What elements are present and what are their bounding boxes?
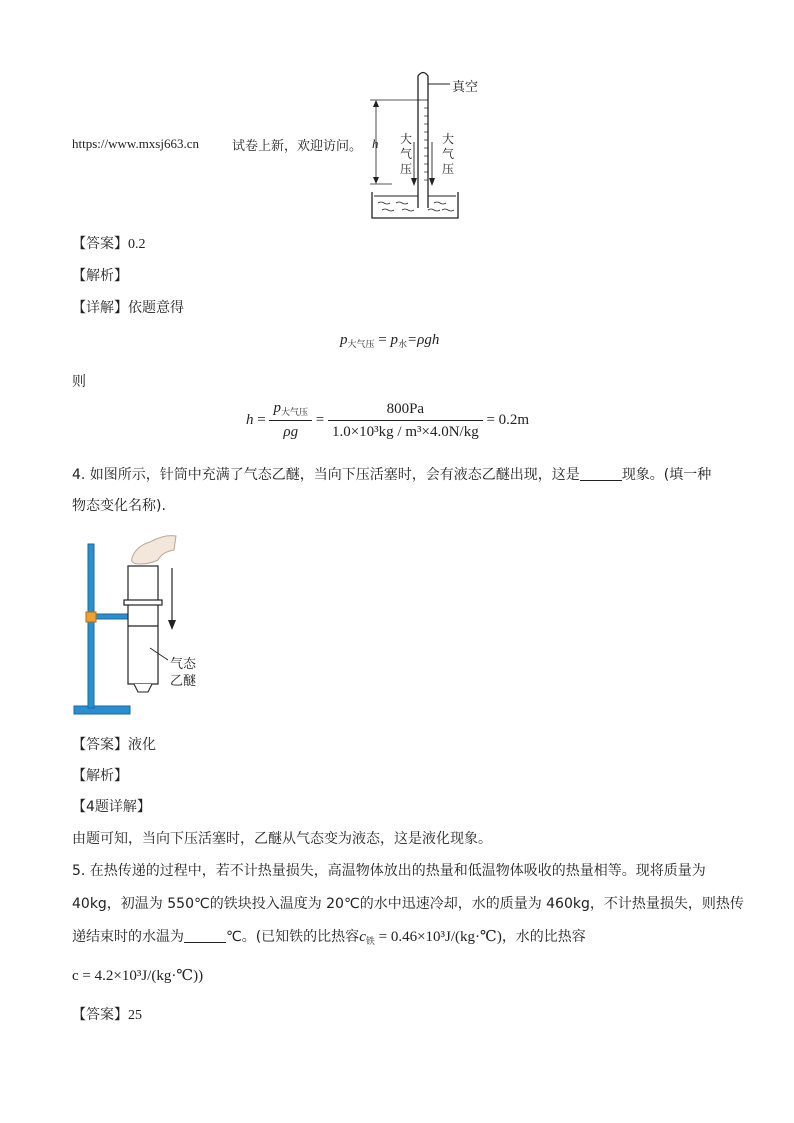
- answer-label: 【答案】: [72, 737, 128, 753]
- answer-value: 液化: [128, 737, 156, 753]
- answer-label: 【答案】: [72, 236, 128, 252]
- answer-blank[interactable]: [580, 466, 622, 481]
- answer-value: 25: [128, 1008, 142, 1023]
- q4-detail-text: 由题可知，当向下压活塞时，乙醚从气态变为液态，这是液化现象。: [72, 831, 492, 847]
- q4-answer: [72, 734, 156, 754]
- syringe-figure: [70, 528, 220, 720]
- height-label: h: [372, 136, 379, 151]
- q3-answer: [72, 233, 146, 253]
- formula-height: h = $\frac{p_{大气压}}{\rho g}$ = $\frac{800Pa}{\text{1.0×10³kg / m³×4.0N/kg}}$ = 0.2m: [246, 400, 530, 440]
- ether-label: 气态 乙醚: [170, 657, 197, 689]
- answer-label: 【答案】: [72, 1007, 128, 1023]
- q4-line2: 物态变化名称).: [72, 498, 166, 514]
- then-text: 则: [72, 374, 86, 390]
- q5-line2: 40kg，初温为 550℃的铁块投入温度为 20℃的水中迅速冷却，水的质量为 460kg，不计热量损失，则热传: [72, 896, 744, 912]
- detail-text: 依题意得: [128, 300, 184, 316]
- notice-text: 试卷上新，欢迎访问。: [232, 139, 363, 154]
- formula-pressure-equality: $p_{大气压} = p_水=\rho gh$: [340, 332, 440, 350]
- barometer-diagram: [362, 66, 502, 226]
- q5-line4: c = 4.2×10³J/(kg·℃)): [72, 968, 204, 984]
- q4-line1: 4. 如图所示，针筒中充满了气态乙醚，当向下压活塞时，会有液态乙醚出现，这是 现象。(填一种: [72, 467, 712, 483]
- q5-line3: 递结束时的水温为 ℃。(已知铁的比热容$c_铁$ = 0.46×10³J/(kg·℃)，水的比热容: [72, 929, 586, 947]
- barometer-figure: [362, 66, 502, 226]
- answer-blank[interactable]: [184, 928, 226, 943]
- q3-analysis-label: 【解析】: [72, 268, 128, 284]
- atm-left-label: 大 气 压: [400, 132, 413, 176]
- vacuum-label: 真空: [452, 80, 479, 95]
- q5-answer: [72, 1004, 142, 1024]
- syringe-diagram: [70, 528, 220, 720]
- answer-value: 0.2: [128, 237, 146, 252]
- atm-right-label: 大 气 压: [442, 132, 455, 176]
- q4-analysis-label: 【解析】: [72, 768, 128, 784]
- detail-label: 【详解】: [72, 300, 128, 316]
- q3-detail: [72, 297, 184, 317]
- q5-line1: 5. 在热传递的过程中，若不计热量损失，高温物体放出的热量和低温物体吸收的热量相等。现将质量为: [72, 863, 706, 879]
- source-url[interactable]: https://www.mxsj663.cn: [72, 136, 199, 151]
- q4-detail-label: 【4题详解】: [72, 799, 151, 815]
